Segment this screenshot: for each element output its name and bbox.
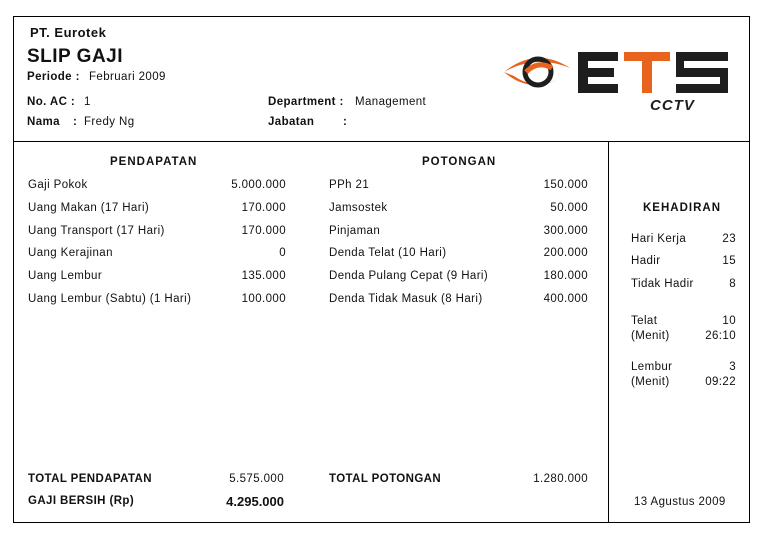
tidak-hadir-value: 8 xyxy=(729,278,736,290)
lembur-label: Lembur xyxy=(631,361,673,373)
slip-title: SLIP GAJI xyxy=(27,46,124,67)
pendapatan-row-label: Uang Transport (17 Hari) xyxy=(28,225,165,237)
telat-value: 10 xyxy=(722,315,736,327)
potongan-row-label: Denda Telat (10 Hari) xyxy=(329,247,447,259)
pendapatan-row-label: Uang Lembur (Sabtu) (1 Hari) xyxy=(28,293,192,305)
gaji-bersih-label: GAJI BERSIH (Rp) xyxy=(28,495,135,507)
name-value: Fredy Ng xyxy=(84,116,135,128)
total-potongan-label: TOTAL POTONGAN xyxy=(329,473,442,485)
header-divider xyxy=(13,141,750,142)
eye-logo-icon xyxy=(500,44,740,116)
kehadiran-heading: KEHADIRAN xyxy=(643,202,721,214)
dept-label: Department : xyxy=(268,96,344,108)
lembur-value: 3 xyxy=(729,361,736,373)
total-pendapatan-label: TOTAL PENDAPATAN xyxy=(28,473,152,485)
company-name: PT. Eurotek xyxy=(30,25,107,40)
potongan-row-label: Pinjaman xyxy=(329,225,381,237)
potongan-row-value: 180.000 xyxy=(543,270,588,282)
potongan-row-value: 300.000 xyxy=(543,225,588,237)
pendapatan-row-value: 0 xyxy=(279,247,286,259)
potongan-row-label: Jamsostek xyxy=(329,202,388,214)
potongan-row-value: 50.000 xyxy=(550,202,588,214)
potongan-heading: POTONGAN xyxy=(422,156,497,168)
hadir-label: Hadir xyxy=(631,255,661,267)
pendapatan-row-label: Uang Kerajinan xyxy=(28,247,113,259)
lembur-menit-value: 09:22 xyxy=(705,376,736,388)
telat-menit-value: 26:10 xyxy=(705,330,736,342)
footer-date: 13 Agustus 2009 xyxy=(634,496,726,508)
hari-kerja-value: 23 xyxy=(722,233,736,245)
pendapatan-row-value: 170.000 xyxy=(241,225,286,237)
pendapatan-row-label: Uang Lembur xyxy=(28,270,103,282)
total-potongan-value: 1.280.000 xyxy=(533,473,588,485)
potongan-row-label: Denda Tidak Masuk (8 Hari) xyxy=(329,293,483,305)
tidak-hadir-label: Tidak Hadir xyxy=(631,278,694,290)
name-label: Nama xyxy=(27,116,60,128)
ets-letters xyxy=(578,52,728,93)
eye-emblem xyxy=(504,58,570,85)
potongan-row-value: 150.000 xyxy=(543,179,588,191)
pendapatan-heading: PENDAPATAN xyxy=(110,156,198,168)
ac-label: No. AC : xyxy=(27,96,76,108)
dept-value: Management xyxy=(355,96,427,108)
logo-subtext: CCTV xyxy=(650,97,695,114)
pendapatan-row-value: 100.000 xyxy=(241,293,286,305)
pendapatan-row-value: 5.000.000 xyxy=(231,179,286,191)
jabatan-label: Jabatan xyxy=(268,116,315,128)
jabatan-separator: : xyxy=(343,116,348,128)
potongan-row-value: 200.000 xyxy=(543,247,588,259)
name-separator: : xyxy=(73,116,78,128)
potongan-row-value: 400.000 xyxy=(543,293,588,305)
telat-label: Telat xyxy=(631,315,658,327)
potongan-row-label: PPh 21 xyxy=(329,179,370,191)
pendapatan-row-label: Uang Makan (17 Hari) xyxy=(28,202,150,214)
period-label: Periode : xyxy=(27,71,80,83)
gaji-bersih-value: 4.295.000 xyxy=(226,494,284,509)
pendapatan-row-value: 135.000 xyxy=(241,270,286,282)
pendapatan-row-label: Gaji Pokok xyxy=(28,179,88,191)
total-pendapatan-value: 5.575.000 xyxy=(229,473,284,485)
pendapatan-row-value: 170.000 xyxy=(241,202,286,214)
hadir-value: 15 xyxy=(722,255,736,267)
potongan-row-label: Denda Pulang Cepat (9 Hari) xyxy=(329,270,489,282)
ac-value: 1 xyxy=(84,96,91,108)
kehadiran-divider xyxy=(608,141,609,523)
lembur-menit-label: (Menit) xyxy=(631,376,670,388)
period-value: Februari 2009 xyxy=(89,71,166,83)
telat-menit-label: (Menit) xyxy=(631,330,670,342)
hari-kerja-label: Hari Kerja xyxy=(631,233,687,245)
